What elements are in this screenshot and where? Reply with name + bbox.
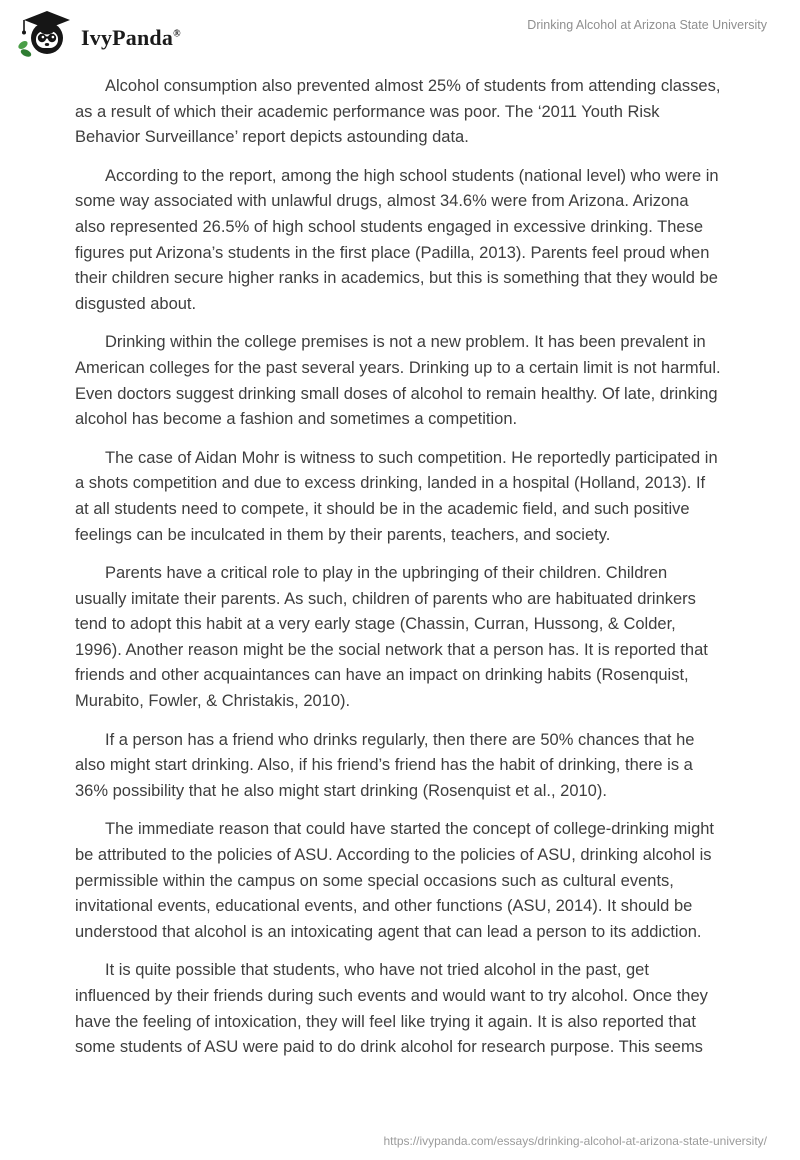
brand-name	[81, 25, 181, 51]
registered-mark: ®	[173, 28, 181, 40]
essay-paragraph: Drinking within the college premises is not a new problem. It has been prevalent in American colleges for the past several years. Drinking up to a certain limit is not harmful. Even doctors suggest drinking small doses of alcohol to remain healthy. Of late, drinking alcohol has become a fashion and sometimes a competition.	[75, 333, 721, 429]
page-footer	[383, 1134, 767, 1148]
brand-wordmark: IvyPanda	[81, 25, 174, 50]
essay-paragraph: It is quite possible that students, who have not tried alcohol in the past, get influenced by their friends during such events and would want to try alcohol. Once they have the feeling of intoxication, they will feel like trying it again. It is also reported that some students of ASU were paid to do drink alcohol for research purpose. This seems	[75, 961, 708, 1057]
document-title: Drinking Alcohol at Arizona State University	[527, 18, 767, 32]
panda-graduation-cap-icon	[16, 8, 72, 60]
essay-paragraph: Alcohol consumption also prevented almost 25% of students from attending classes, as a result of which their academic performance was poor. The ‘2011 Youth Risk Behavior Surveillance’ report depicts astounding data.	[75, 77, 721, 147]
essay-paragraph: According to the report, among the high school students (national level) who were in some way associated with unlawful drugs, almost 34.6% were from Arizona. Arizona also represented 26.5% of high school students engaged in excessive drinking. These figures put Arizona’s students in the first place (Padilla, 2013). Parents feel proud when their children secure higher ranks in academics, but this is something that they would be disgusted about.	[75, 166, 719, 313]
essay-paragraph: The case of Aidan Mohr is witness to such competition. He reportedly participated in a shots competition and due to excess drinking, landed in a hospital (Holland, 2013). If at all students need to compete, it should be in the academic field, and such positive feelings can be inculcated in them by their parents, teachers, and society.	[75, 448, 718, 544]
essay-paragraph: The immediate reason that could have started the concept of college-drinking might be attributed to the policies of ASU. According to the policies of ASU, drinking alcohol is permissible within the campus on some special occasions such as cultural events, invitational events, educational events, and other functions (ASU, 2014). It should be understood that alcohol is an intoxicating agent that can lead a person to its addiction.	[75, 820, 715, 941]
source-url: https://ivypanda.com/essays/drinking-alcohol-at-arizona-state-university/	[383, 1134, 767, 1148]
essay-paragraph: Parents have a critical role to play in the upbringing of their children. Children usually imitate their parents. As such, children of parents who are habituated drinkers tend to adopt this habit at a very early stage (Chassin, Curran, Hussong, & Colder, 1996). Another reason might be the social network that a person has. It is reported that friends and other acquaintances can have an impact on drinking habits (Rosenquist, Murabito, Fowler, & Christakis, 2010).	[75, 564, 708, 711]
essay-content	[0, 62, 800, 1061]
brand	[16, 8, 181, 60]
essay-paragraph: If a person has a friend who drinks regularly, then there are 50% chances that he also might start drinking. Also, if his friend’s friend has the habit of drinking, there is a 36% possibility that he also might start drinking (Rosenquist et al., 2010).	[75, 730, 695, 800]
page-header	[0, 0, 800, 62]
